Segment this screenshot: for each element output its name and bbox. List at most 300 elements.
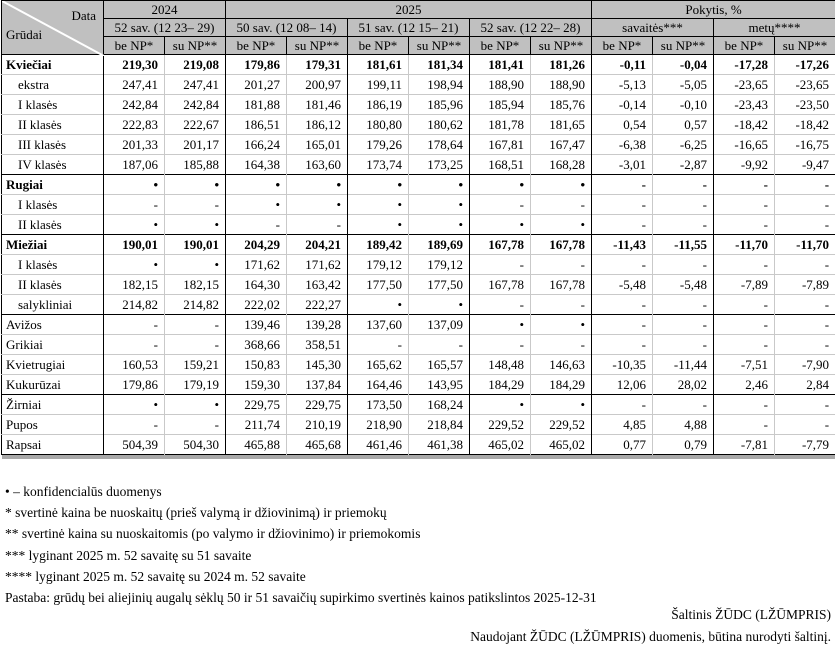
- cell-value: 179,12: [409, 255, 470, 275]
- cell-value: 218,84: [409, 415, 470, 435]
- cell-value: 179,26: [348, 135, 409, 155]
- cell-value: 171,62: [287, 255, 348, 275]
- cell-value: -: [592, 295, 653, 315]
- table-row: [2, 355, 835, 375]
- cell-value: 167,47: [531, 135, 592, 155]
- row-label: Rugiai: [2, 175, 104, 195]
- cell-value: •: [531, 395, 592, 415]
- cell-value: 181,88: [226, 95, 287, 115]
- cell-value: -: [165, 415, 226, 435]
- cell-value: 465,02: [470, 435, 531, 455]
- cell-value: 222,67: [165, 115, 226, 135]
- cell-value: 200,97: [287, 75, 348, 95]
- cell-value: -: [104, 335, 165, 355]
- cell-value: -: [653, 295, 714, 315]
- cell-value: 166,24: [226, 135, 287, 155]
- cell-value: -9,92: [714, 155, 775, 175]
- header-subcol-be-np: be NP*: [592, 37, 653, 55]
- cell-value: •: [409, 195, 470, 215]
- cell-value: 180,80: [348, 115, 409, 135]
- cell-value: 358,51: [287, 335, 348, 355]
- row-label: Pupos: [2, 415, 104, 435]
- cell-value: -: [531, 335, 592, 355]
- cell-value: 164,30: [226, 275, 287, 295]
- cell-value: 219,30: [104, 55, 165, 75]
- cell-value: 167,78: [470, 275, 531, 295]
- cell-value: 0,54: [592, 115, 653, 135]
- cell-value: •: [165, 215, 226, 235]
- row-label: Avižos: [2, 315, 104, 335]
- header-subcol-be-np: be NP*: [226, 37, 287, 55]
- cell-value: -: [165, 335, 226, 355]
- table-header: [2, 1, 835, 55]
- cell-value: 188,90: [531, 75, 592, 95]
- corner-cell: [2, 1, 104, 55]
- cell-value: •: [104, 175, 165, 195]
- cell-value: -: [775, 195, 835, 215]
- cell-value: 184,29: [531, 375, 592, 395]
- table-row: [2, 315, 835, 335]
- cell-value: 137,84: [287, 375, 348, 395]
- cell-value: -6,25: [653, 135, 714, 155]
- cell-value: •: [470, 315, 531, 335]
- cell-value: 218,90: [348, 415, 409, 435]
- table-row: [2, 55, 835, 75]
- cell-value: 167,78: [531, 275, 592, 295]
- header-subcol-su-np: su NP**: [287, 37, 348, 55]
- cell-value: •: [348, 295, 409, 315]
- row-label: Miežiai: [2, 235, 104, 255]
- cell-value: 179,12: [348, 255, 409, 275]
- cell-value: 222,83: [104, 115, 165, 135]
- header-subcol-su-np: su NP**: [409, 37, 470, 55]
- cell-value: -7,89: [714, 275, 775, 295]
- row-label: II klasės: [2, 215, 104, 235]
- cell-value: 189,69: [409, 235, 470, 255]
- cell-value: -5,13: [592, 75, 653, 95]
- cell-value: 201,27: [226, 75, 287, 95]
- cell-value: -: [714, 215, 775, 235]
- cell-value: 211,74: [226, 415, 287, 435]
- cell-value: •: [226, 175, 287, 195]
- cell-value: 504,39: [104, 435, 165, 455]
- cell-value: 189,42: [348, 235, 409, 255]
- row-label: salykliniai: [2, 295, 104, 315]
- cell-value: -9,47: [775, 155, 835, 175]
- cell-value: -: [653, 175, 714, 195]
- cell-value: •: [165, 395, 226, 415]
- cell-value: 163,60: [287, 155, 348, 175]
- cell-value: 159,30: [226, 375, 287, 395]
- cell-value: -: [653, 215, 714, 235]
- cell-value: 150,83: [226, 355, 287, 375]
- cell-value: -11,70: [714, 235, 775, 255]
- cell-value: -: [653, 315, 714, 335]
- row-label: Žirniai: [2, 395, 104, 415]
- cell-value: -18,42: [714, 115, 775, 135]
- cell-value: 229,52: [531, 415, 592, 435]
- cell-value: 214,82: [104, 295, 165, 315]
- cell-value: 184,29: [470, 375, 531, 395]
- cell-value: 168,24: [409, 395, 470, 415]
- cell-value: 181,61: [348, 55, 409, 75]
- cell-value: 143,95: [409, 375, 470, 395]
- cell-value: -: [775, 415, 835, 435]
- table-row: [2, 195, 835, 215]
- header-week-52-2024: 52 sav. (12 23– 29): [104, 19, 226, 37]
- cell-value: -: [470, 295, 531, 315]
- cell-value: 198,94: [409, 75, 470, 95]
- cell-value: 165,57: [409, 355, 470, 375]
- cell-value: -: [775, 175, 835, 195]
- cell-value: 12,06: [592, 375, 653, 395]
- cell-value: 229,75: [226, 395, 287, 415]
- row-label: Grikiai: [2, 335, 104, 355]
- table-row: [2, 275, 835, 295]
- cell-value: -: [714, 315, 775, 335]
- cell-value: -: [714, 175, 775, 195]
- cell-value: 204,21: [287, 235, 348, 255]
- cell-value: -: [287, 215, 348, 235]
- source-block: [470, 604, 831, 647]
- cell-value: •: [409, 175, 470, 195]
- source-naudojant: Naudojant ŽŪDC (LŽŪMPRIS) duomenis, būtina nurodyti šaltinį.: [470, 626, 831, 647]
- header-year-2025: 2025: [226, 1, 592, 19]
- cell-value: -7,51: [714, 355, 775, 375]
- grain-price-table: [1, 0, 835, 455]
- cell-value: •: [165, 255, 226, 275]
- table-row: [2, 175, 835, 195]
- cell-value: •: [531, 175, 592, 195]
- cell-value: -23,65: [714, 75, 775, 95]
- footnote-pastaba: Pastaba: grūdų bei aliejinių augalų sėklų 50 ir 51 savaičių supirkimo svertinės kainos patikslintos 2025-12-31: [5, 587, 597, 608]
- header-subcol-su-np: su NP**: [531, 37, 592, 55]
- cell-value: 0,79: [653, 435, 714, 455]
- cell-value: 139,46: [226, 315, 287, 335]
- cell-value: -16,75: [775, 135, 835, 155]
- cell-value: •: [104, 215, 165, 235]
- cell-value: 186,51: [226, 115, 287, 135]
- cell-value: -: [653, 195, 714, 215]
- cell-value: 181,41: [470, 55, 531, 75]
- header-subcol-su-np: su NP**: [653, 37, 714, 55]
- cell-value: 179,19: [165, 375, 226, 395]
- footnote-confidential: • – konfidencialūs duomenys: [5, 481, 597, 502]
- cell-value: -: [592, 215, 653, 235]
- source-saltinis: Šaltinis ŽŪDC (LŽŪMPRIS): [470, 604, 831, 626]
- cell-value: 165,01: [287, 135, 348, 155]
- header-subcol-be-np: be NP*: [104, 37, 165, 55]
- cell-value: -18,42: [775, 115, 835, 135]
- footnote-year-compare: **** lyginant 2025 m. 52 savaitę su 2024 m. 52 savaite: [5, 566, 597, 587]
- cell-value: 181,26: [531, 55, 592, 75]
- cell-value: 168,51: [470, 155, 531, 175]
- cell-value: 181,78: [470, 115, 531, 135]
- cell-value: 242,84: [165, 95, 226, 115]
- cell-value: 146,63: [531, 355, 592, 375]
- cell-value: -: [775, 295, 835, 315]
- cell-value: -: [165, 195, 226, 215]
- cell-value: 159,21: [165, 355, 226, 375]
- cell-value: -: [592, 255, 653, 275]
- cell-value: -0,14: [592, 95, 653, 115]
- cell-value: -16,65: [714, 135, 775, 155]
- cell-value: -: [104, 195, 165, 215]
- table-row: [2, 335, 835, 355]
- cell-value: 181,46: [287, 95, 348, 115]
- cell-value: •: [226, 195, 287, 215]
- cell-value: 181,65: [531, 115, 592, 135]
- cell-value: -11,70: [775, 235, 835, 255]
- footnote-su-np: ** svertinė kaina su nuoskaitomis (po valymo ir džiovinimo) ir priemokomis: [5, 523, 597, 544]
- cell-value: -: [714, 195, 775, 215]
- cell-value: 229,52: [470, 415, 531, 435]
- cell-value: 178,64: [409, 135, 470, 155]
- cell-value: 181,34: [409, 55, 470, 75]
- cell-value: 214,82: [165, 295, 226, 315]
- cell-value: 222,02: [226, 295, 287, 315]
- cell-value: 368,66: [226, 335, 287, 355]
- cell-value: -5,48: [592, 275, 653, 295]
- cell-value: -5,05: [653, 75, 714, 95]
- cell-value: 461,38: [409, 435, 470, 455]
- header-change-year: metų****: [714, 19, 835, 37]
- cell-value: -23,65: [775, 75, 835, 95]
- row-label: IV klasės: [2, 155, 104, 175]
- cell-value: -7,89: [775, 275, 835, 295]
- cell-value: -: [653, 335, 714, 355]
- table-row: [2, 415, 835, 435]
- cell-value: 204,29: [226, 235, 287, 255]
- cell-value: -: [592, 395, 653, 415]
- cell-value: 247,41: [104, 75, 165, 95]
- table-row: [2, 75, 835, 95]
- cell-value: 182,15: [165, 275, 226, 295]
- cell-value: -: [104, 415, 165, 435]
- cell-value: 0,77: [592, 435, 653, 455]
- row-label: II klasės: [2, 275, 104, 295]
- header-subcol-be-np: be NP*: [470, 37, 531, 55]
- cell-value: 222,27: [287, 295, 348, 315]
- cell-value: 219,08: [165, 55, 226, 75]
- header-year-2024: 2024: [104, 1, 226, 19]
- cell-value: 201,17: [165, 135, 226, 155]
- cell-value: 185,96: [409, 95, 470, 115]
- cell-value: 210,19: [287, 415, 348, 435]
- table-row: [2, 115, 835, 135]
- header-week-52-2025: 52 sav. (12 22– 28): [470, 19, 592, 37]
- cell-value: 165,62: [348, 355, 409, 375]
- cell-value: 190,01: [104, 235, 165, 255]
- table-row: [2, 215, 835, 235]
- cell-value: 185,88: [165, 155, 226, 175]
- row-label: I klasės: [2, 255, 104, 275]
- cell-value: 164,38: [226, 155, 287, 175]
- cell-value: -10,35: [592, 355, 653, 375]
- table-row: [2, 375, 835, 395]
- cell-value: -0,10: [653, 95, 714, 115]
- row-label: III klasės: [2, 135, 104, 155]
- cell-value: -: [714, 415, 775, 435]
- cell-value: 185,76: [531, 95, 592, 115]
- cell-value: 2,84: [775, 375, 835, 395]
- cell-value: •: [348, 215, 409, 235]
- cell-value: 186,12: [287, 115, 348, 135]
- footnote-be-np: * svertinė kaina be nuoskaitų (prieš valymą ir džiovinimą) ir priemokų: [5, 502, 597, 523]
- cell-value: 177,50: [409, 275, 470, 295]
- cell-value: 2,46: [714, 375, 775, 395]
- cell-value: -5,48: [653, 275, 714, 295]
- cell-value: 139,28: [287, 315, 348, 335]
- cell-value: -7,81: [714, 435, 775, 455]
- cell-value: 190,01: [165, 235, 226, 255]
- cell-value: 171,62: [226, 255, 287, 275]
- cell-value: 242,84: [104, 95, 165, 115]
- header-subcol-be-np: be NP*: [714, 37, 775, 55]
- cell-value: 145,30: [287, 355, 348, 375]
- cell-value: -: [775, 215, 835, 235]
- cell-value: •: [409, 295, 470, 315]
- footnote-week-compare: *** lyginant 2025 m. 52 savaitę su 51 savaite: [5, 545, 597, 566]
- cell-value: -: [531, 195, 592, 215]
- cell-value: -23,43: [714, 95, 775, 115]
- header-week-50: 50 sav. (12 08– 14): [226, 19, 348, 37]
- cell-value: 177,50: [348, 275, 409, 295]
- cell-value: 160,53: [104, 355, 165, 375]
- cell-value: 137,09: [409, 315, 470, 335]
- cell-value: -: [592, 195, 653, 215]
- cell-value: -23,50: [775, 95, 835, 115]
- header-pokytis: Pokytis, %: [592, 1, 835, 19]
- cell-value: 504,30: [165, 435, 226, 455]
- cell-value: -: [104, 315, 165, 335]
- cell-value: 179,86: [226, 55, 287, 75]
- table-row: [2, 135, 835, 155]
- cell-value: -: [165, 315, 226, 335]
- cell-value: 465,88: [226, 435, 287, 455]
- cell-value: 186,19: [348, 95, 409, 115]
- cell-value: 164,46: [348, 375, 409, 395]
- cell-value: -: [531, 295, 592, 315]
- row-label: Kviečiai: [2, 55, 104, 75]
- cell-value: •: [470, 175, 531, 195]
- cell-value: 247,41: [165, 75, 226, 95]
- cell-value: 182,15: [104, 275, 165, 295]
- cell-value: -7,79: [775, 435, 835, 455]
- header-week-51: 51 sav. (12 15– 21): [348, 19, 470, 37]
- cell-value: 201,33: [104, 135, 165, 155]
- cell-value: -7,90: [775, 355, 835, 375]
- cell-value: 28,02: [653, 375, 714, 395]
- cell-value: 187,06: [104, 155, 165, 175]
- row-label: Kukurūzai: [2, 375, 104, 395]
- cell-value: -0,11: [592, 55, 653, 75]
- cell-value: -: [714, 255, 775, 275]
- cell-value: -: [714, 295, 775, 315]
- cell-value: •: [348, 195, 409, 215]
- header-subcol-su-np: su NP**: [165, 37, 226, 55]
- table-row: [2, 235, 835, 255]
- cell-value: -: [653, 395, 714, 415]
- cell-value: -: [592, 335, 653, 355]
- cell-value: -11,55: [653, 235, 714, 255]
- table-row: [2, 435, 835, 455]
- header-change-week: savaitės***: [592, 19, 714, 37]
- cell-value: -: [531, 255, 592, 275]
- cell-value: •: [104, 395, 165, 415]
- cell-value: -: [470, 335, 531, 355]
- cell-value: •: [470, 215, 531, 235]
- cell-value: -: [775, 395, 835, 415]
- cell-value: -: [470, 255, 531, 275]
- cell-value: •: [165, 175, 226, 195]
- cell-value: -: [226, 215, 287, 235]
- row-label: II klasės: [2, 115, 104, 135]
- table-row: [2, 395, 835, 415]
- cell-value: -: [409, 335, 470, 355]
- cell-value: 173,74: [348, 155, 409, 175]
- cell-value: •: [348, 175, 409, 195]
- cell-value: -: [592, 315, 653, 335]
- cell-value: -: [714, 335, 775, 355]
- cell-value: 4,85: [592, 415, 653, 435]
- cell-value: •: [104, 255, 165, 275]
- cell-value: 173,50: [348, 395, 409, 415]
- cell-value: 173,25: [409, 155, 470, 175]
- cell-value: -: [775, 335, 835, 355]
- cell-value: 167,81: [470, 135, 531, 155]
- table-row: [2, 95, 835, 115]
- cell-value: -2,87: [653, 155, 714, 175]
- row-label: I klasės: [2, 195, 104, 215]
- row-label: ekstra: [2, 75, 104, 95]
- row-label: Rapsai: [2, 435, 104, 455]
- cell-value: -: [775, 255, 835, 275]
- cell-value: -17,28: [714, 55, 775, 75]
- cell-value: -0,04: [653, 55, 714, 75]
- cell-value: 461,46: [348, 435, 409, 455]
- cell-value: 179,86: [104, 375, 165, 395]
- cell-value: -17,26: [775, 55, 835, 75]
- table-row: [2, 155, 835, 175]
- row-label: I klasės: [2, 95, 104, 115]
- cell-value: -6,38: [592, 135, 653, 155]
- cell-value: •: [287, 195, 348, 215]
- cell-value: -3,01: [592, 155, 653, 175]
- cell-value: 465,68: [287, 435, 348, 455]
- cell-value: 185,94: [470, 95, 531, 115]
- cell-value: •: [409, 215, 470, 235]
- table-row: [2, 255, 835, 275]
- cell-value: 167,78: [531, 235, 592, 255]
- cell-value: 465,02: [531, 435, 592, 455]
- cell-value: 229,75: [287, 395, 348, 415]
- row-label: Kvietrugiai: [2, 355, 104, 375]
- cell-value: -11,43: [592, 235, 653, 255]
- cell-value: -: [592, 175, 653, 195]
- cell-value: •: [531, 315, 592, 335]
- footnotes-block: [5, 481, 597, 608]
- cell-value: 163,42: [287, 275, 348, 295]
- cell-value: 167,78: [470, 235, 531, 255]
- corner-label-grudai: Grūdai: [6, 27, 42, 43]
- cell-value: 137,60: [348, 315, 409, 335]
- cell-value: -: [653, 255, 714, 275]
- cell-value: 0,57: [653, 115, 714, 135]
- cell-value: 168,28: [531, 155, 592, 175]
- cell-value: 180,62: [409, 115, 470, 135]
- cell-value: -: [470, 195, 531, 215]
